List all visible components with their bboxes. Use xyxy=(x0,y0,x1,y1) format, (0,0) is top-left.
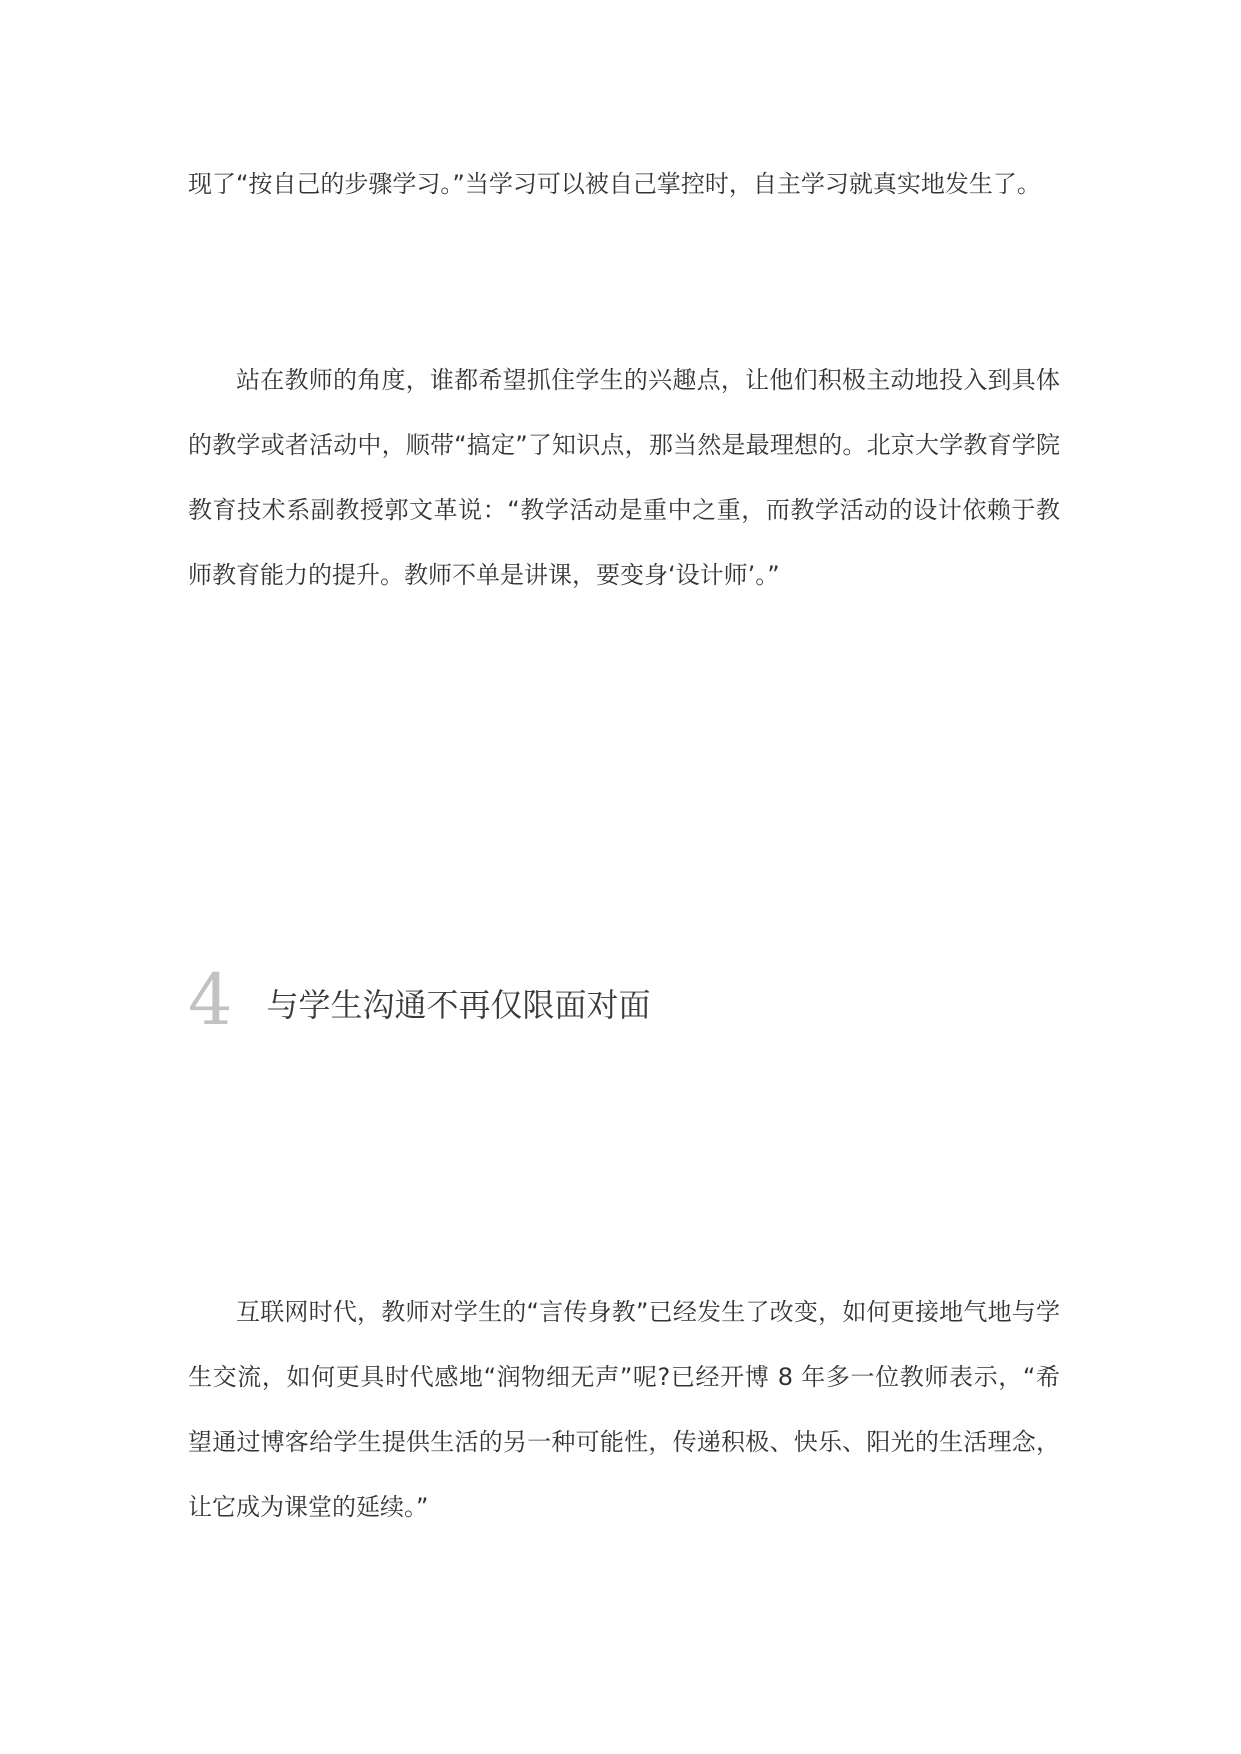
paragraph-teacher-perspective: 站在教师的角度，谁都希望抓住学生的兴趣点，让他们积极主动地投入到具体的教学或者活动中，顺带“搞定”了知识点，那当然是最理想的。北京大学教育学院教育技术系副教授郭文革说：“教学活动是重中之重，而教学活动的设计依赖于教师教育能力的提升。教师不单是讲课，要变身‘设计师’。” xyxy=(188,366,1060,589)
section-heading xyxy=(188,960,651,1040)
section-title: 与学生沟通不再仅限面对面 xyxy=(266,986,651,1024)
paragraph-internet-era: 互联网时代，教师对学生的“言传身教”已经发生了改变，如何更接地气地与学生交流，如何更具时代感地“润物细无声”呢?已经开博 8 年多一位教师表示，“希望通过博客给学生提供生活的另一种可能性，传递积极、快乐、阳光的生活理念，让它成为课堂的延续。” xyxy=(188,1298,1060,1521)
paragraph-continuation: 现了“按自己的步骤学习。”当学习可以被自己掌控时，自主学习就真实地发生了。 xyxy=(188,170,1041,198)
section-number: 4 xyxy=(188,959,233,1041)
